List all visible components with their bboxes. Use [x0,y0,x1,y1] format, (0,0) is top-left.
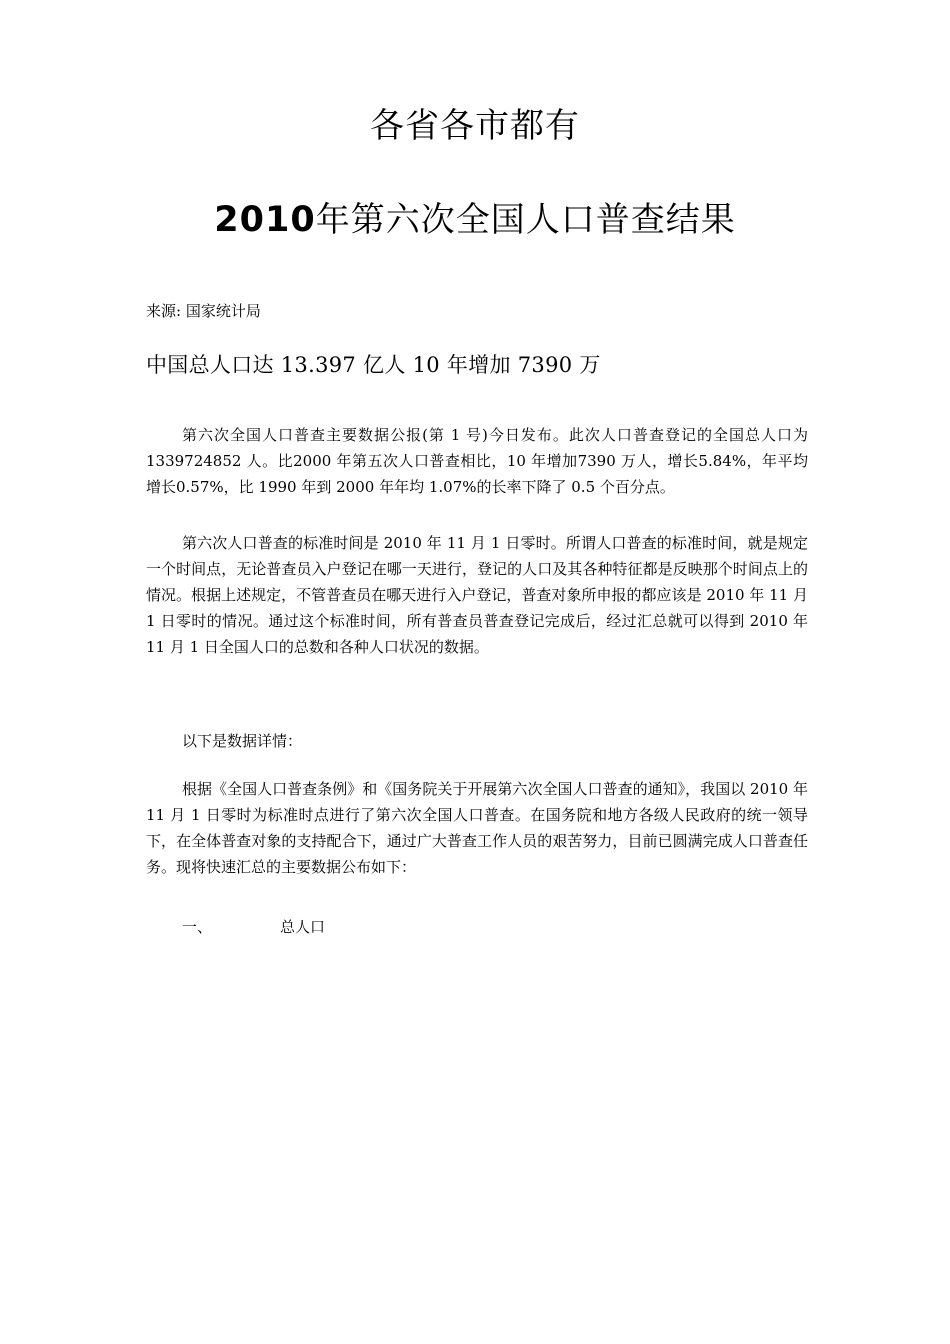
paragraph-4: 根据《全国人口普查条例》和《国务院关于开展第六次全国人口普查的通知》，我国以 2010 年 11 月 1 日零时为标准时点进行了第六次全国人口普查。在国务院和地方各级人民政府的统一领导下，在全体普查对象的支持配合下，通过广大普查工作人员的艰苦努力，目前已圆满完成人口普查任务。现将快速汇总的主要数据公布如下： [146,780,808,876]
section-number: 一、 [182,918,213,936]
document-title-line1: 各省各市都有 [370,106,580,146]
title-rest: 年第六次全国人口普查结果 [315,200,736,240]
title-year: 2010 [214,200,316,240]
section-heading [182,916,325,938]
document-title-line2 [0,198,950,242]
paragraph-3: 以下是数据详情： [182,732,303,750]
section-title: 总人口 [280,918,326,936]
paragraph-2: 第六次人口普查的标准时间是 2010 年 11 月 1 日零时。所谓人口普查的标准时间，就是规定一个时间点，无论普查员入户登记在哪一天进行，登记的人口及其各种特征都是反映那个时间点上的情况。根据上述规定，不管普查员在哪天进行入户登记，普查对象所申报的都应该是 2010 年 11 月 1 日零时的情况。通过这个标准时间，所有普查员普查登记完成后，经过汇总就可以得到 2010 年 11 月 1 日全国人口的总数和各种人口状况的数据。 [146,534,808,656]
news-headline: 中国总人口达 13.397 亿人 10 年增加 7390 万 [146,353,601,377]
source-line: 来源: 国家统计局 [146,302,261,320]
paragraph-1: 第六次全国人口普查主要数据公报(第 1 号)今日发布。此次人口普查登记的全国总人口为1339724852 人。比2000 年第五次人口普查相比，10 年增加7390 万人，增长5.84%，年平均增长0.57%，比 1990 年到 2000 年年均 1.07%的长率下降了 0.5 个百分点。 [146,426,808,496]
